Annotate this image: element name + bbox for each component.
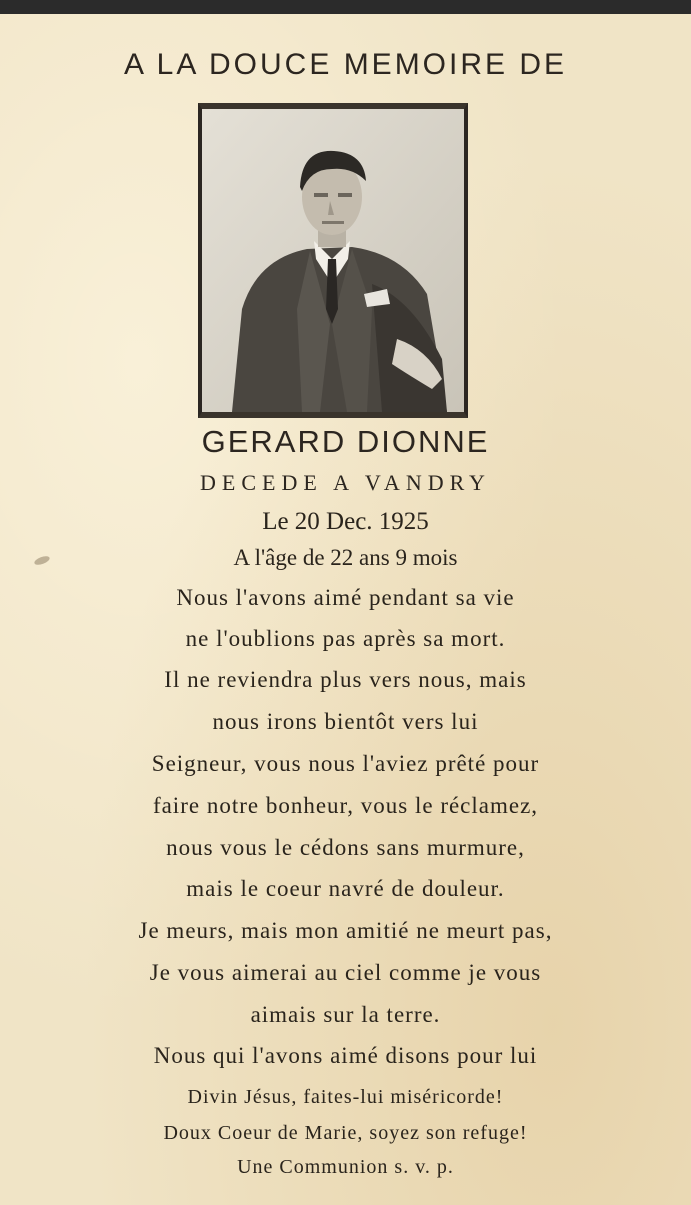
- verse-line: Seigneur, vous nous l'aviez prêté pour: [151, 751, 540, 776]
- prayer-line: Une Communion s. v. p.: [237, 1156, 454, 1178]
- scan-top-border: [0, 0, 691, 14]
- death-date: Le 20 Dec. 1925: [262, 508, 429, 535]
- verse-line: ne l'oublions pas après sa mort.: [185, 626, 506, 651]
- verse-line: nous irons bientôt vers lui: [212, 709, 479, 734]
- verse-line: Nous qui l'avons aimé disons pour lui: [153, 1043, 538, 1068]
- verse-line: Nous l'avons aimé pendant sa vie: [176, 585, 515, 610]
- prayer-line: Divin Jésus, faites-lui miséricorde!: [187, 1086, 504, 1108]
- verse-line: Il ne reviendra plus vers nous, mais: [164, 667, 527, 692]
- verse-line: aimais sur la terre.: [250, 1002, 441, 1027]
- verse-line: Je meurs, mais mon amitié ne meurt pas,: [138, 918, 553, 943]
- age-at-death: A l'âge de 22 ans 9 mois: [233, 545, 458, 570]
- portrait-photo: [198, 103, 468, 418]
- death-place: DECEDE A VANDRY: [200, 470, 491, 495]
- verse-line: Je vous aimerai au ciel comme je vous: [149, 960, 542, 985]
- deceased-name: GERARD DIONNE: [201, 424, 490, 459]
- verse-line: faire notre bonheur, vous le réclamez,: [152, 793, 539, 818]
- verse-line: nous vous le cédons sans murmure,: [166, 835, 525, 860]
- prayer-line: Doux Coeur de Marie, soyez son refuge!: [163, 1122, 528, 1144]
- portrait-image: [202, 109, 464, 412]
- verse-line: mais le coeur navré de douleur.: [186, 876, 505, 901]
- card-header: A LA DOUCE MEMOIRE DE: [123, 48, 568, 81]
